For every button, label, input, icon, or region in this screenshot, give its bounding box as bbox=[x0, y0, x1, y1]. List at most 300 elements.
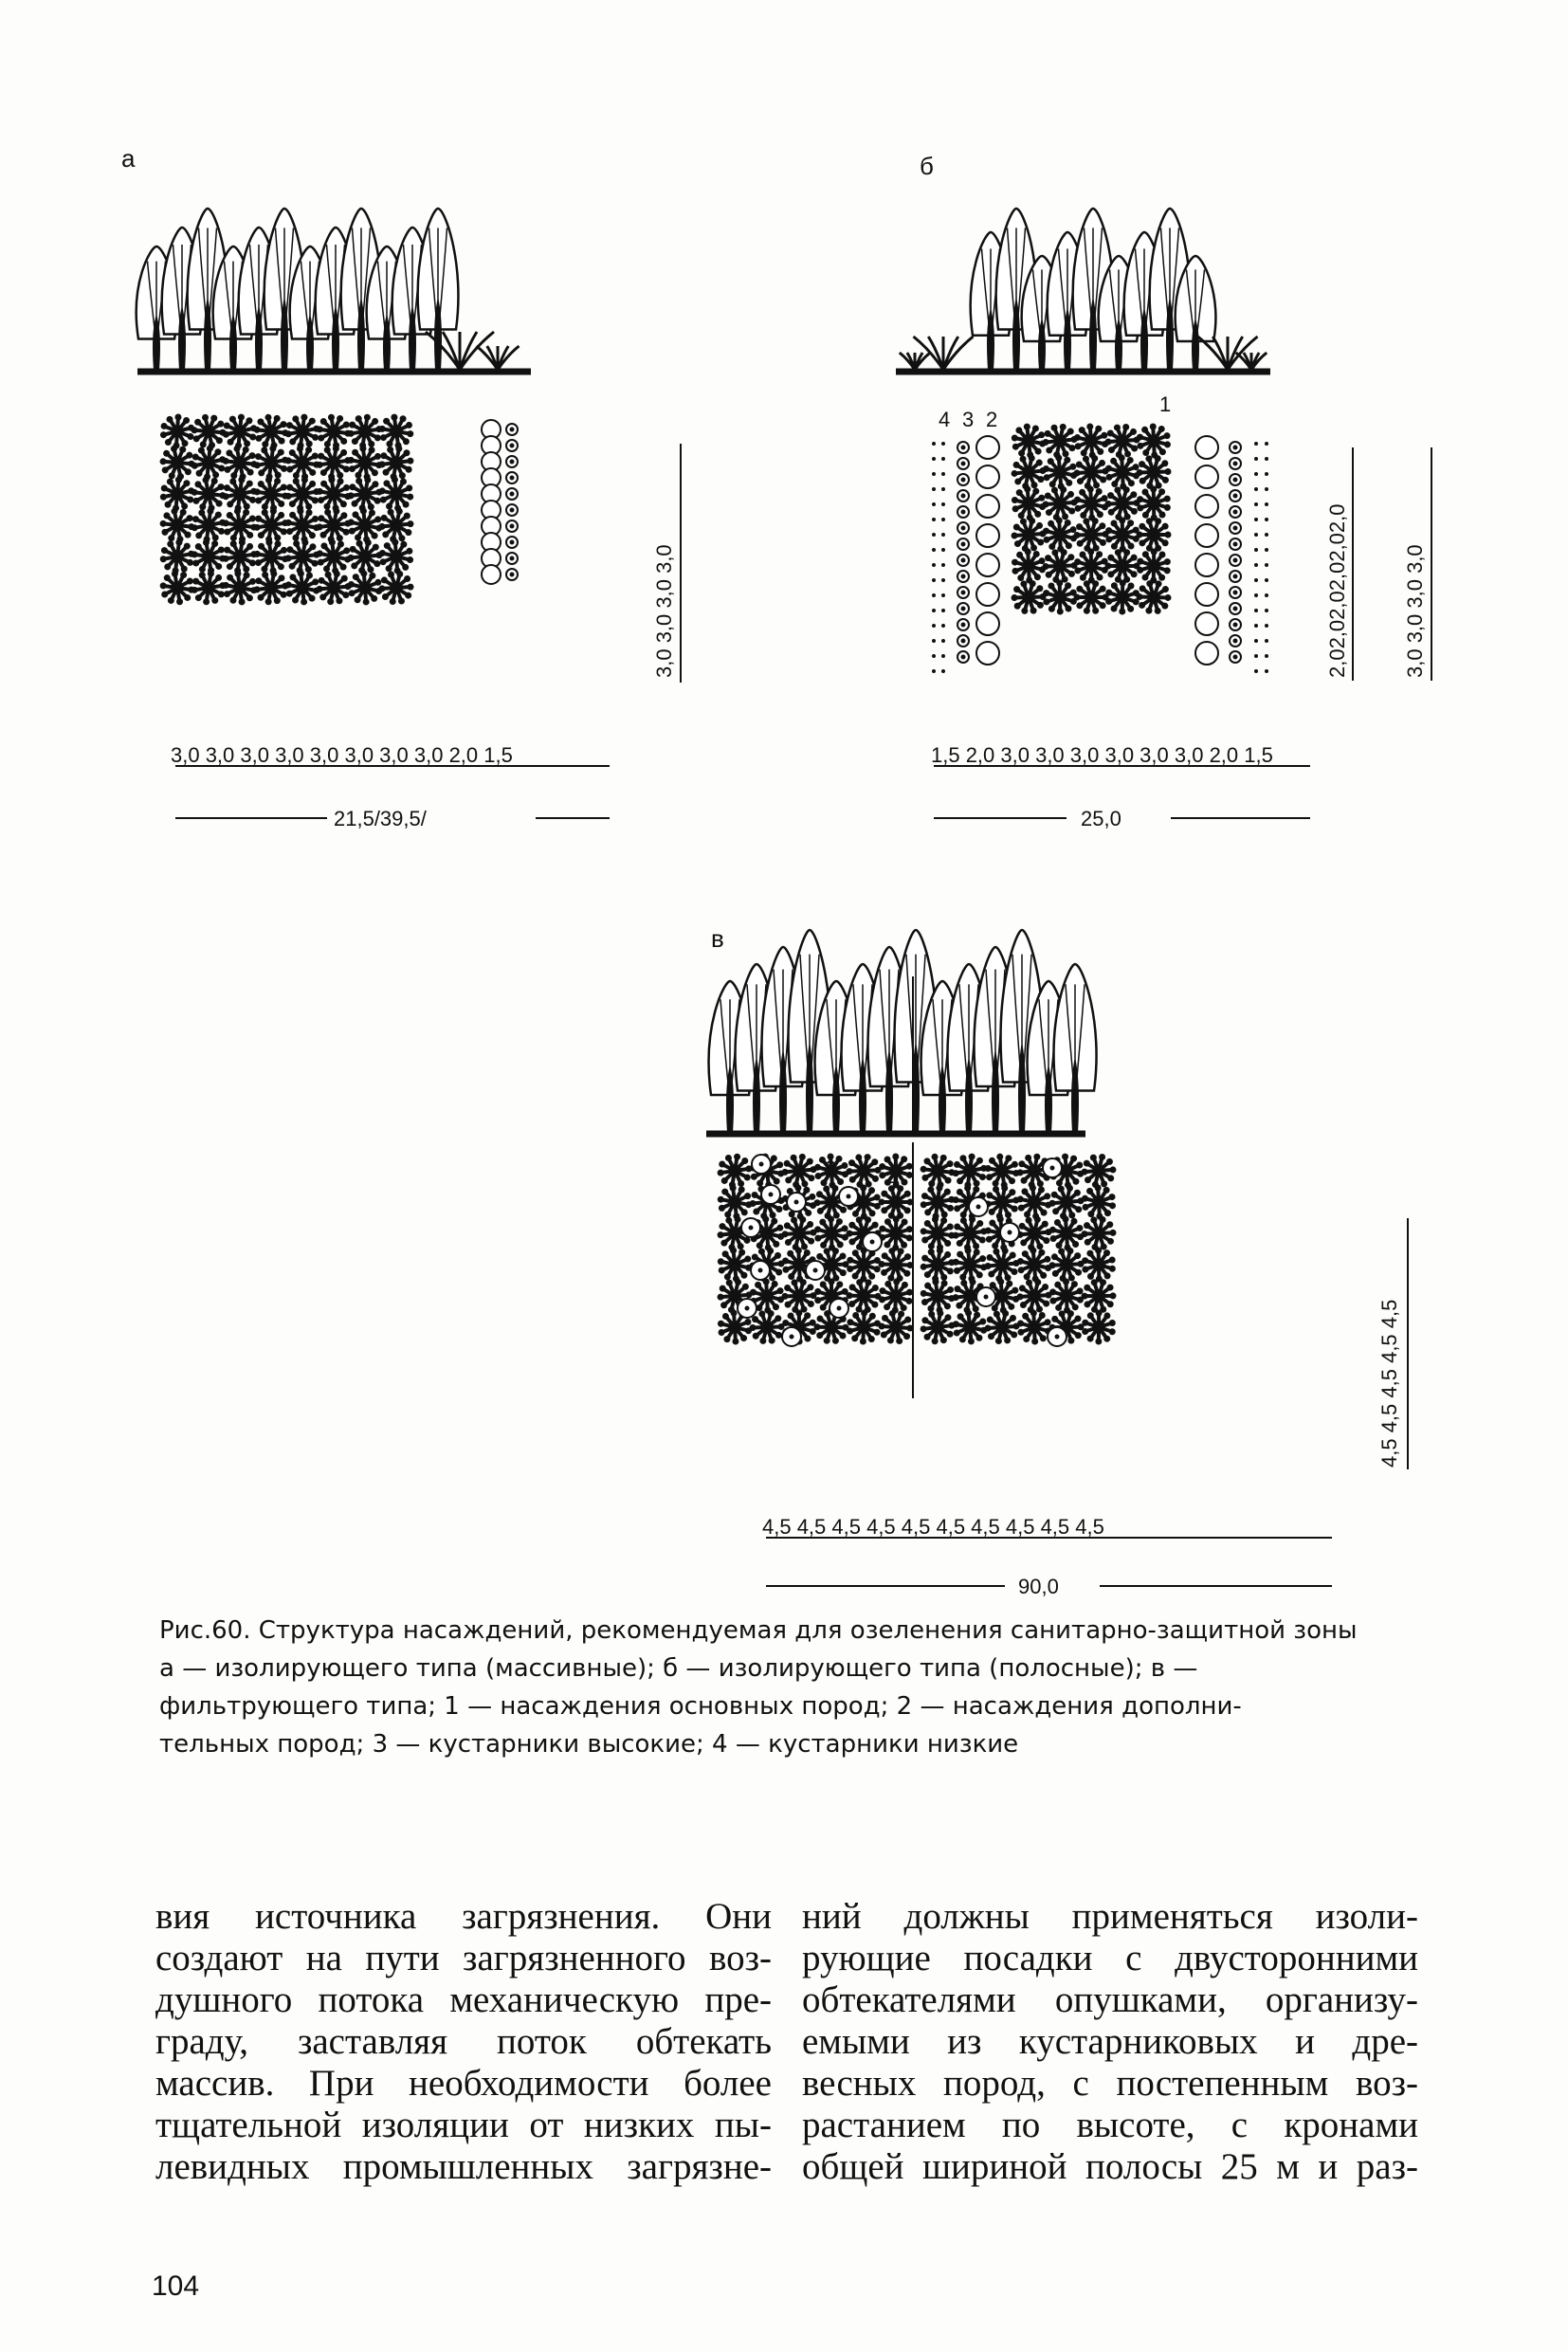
shrub-circle-symbol bbox=[1230, 538, 1241, 550]
panel-c-elevation bbox=[706, 930, 1097, 1134]
tree-crown-symbol bbox=[379, 508, 414, 542]
tree-crown-symbol bbox=[1012, 424, 1046, 459]
tree-crown-symbol bbox=[191, 571, 227, 606]
low-shrub-dot bbox=[941, 563, 945, 567]
tree-crown-symbol bbox=[921, 1154, 956, 1188]
body-line: левидных промышленных загрязне- bbox=[155, 2146, 772, 2187]
panel-b-vertical-dims: 3,0 3,0 3,0 3,0 bbox=[1403, 544, 1427, 678]
tree-crown-symbol bbox=[1105, 549, 1140, 583]
shrub-circle-symbol bbox=[1230, 603, 1241, 614]
tree-crown-symbol bbox=[254, 539, 289, 574]
low-shrub-dot bbox=[932, 639, 936, 643]
tree-crown-symbol bbox=[317, 446, 352, 481]
low-shrub-dot bbox=[1265, 548, 1268, 552]
low-shrub-dot bbox=[932, 654, 936, 658]
low-shrub-dot bbox=[932, 609, 936, 612]
low-shrub-dot bbox=[941, 639, 945, 643]
low-shrub-dot bbox=[941, 518, 945, 521]
shrub-circle-symbol bbox=[1230, 587, 1241, 598]
shrub-circle-symbol bbox=[1195, 554, 1218, 576]
tree-crown-symbol bbox=[879, 1185, 914, 1219]
low-shrub-dot bbox=[932, 578, 936, 582]
low-shrub-dot bbox=[1265, 669, 1268, 673]
shrub-circle-symbol bbox=[806, 1261, 825, 1280]
panel-a-label: а bbox=[121, 144, 136, 173]
tree-crown-symbol bbox=[317, 508, 352, 542]
shrub-circle-symbol bbox=[1195, 612, 1218, 635]
tree-crown-symbol bbox=[1137, 486, 1171, 521]
tree-crown-symbol bbox=[782, 1279, 817, 1313]
tree-crown-symbol bbox=[1137, 580, 1172, 614]
tree-crown-symbol bbox=[782, 1216, 817, 1250]
tree-crown-symbol bbox=[879, 1310, 914, 1344]
tree-crown-symbol bbox=[1017, 1248, 1051, 1283]
shrub-circle-symbol bbox=[976, 436, 999, 459]
tree-crown-symbol bbox=[1043, 580, 1077, 615]
tree-crown-symbol bbox=[223, 446, 258, 480]
caption-line-2: фильтрующего типа; 1 — насаждения основных пород; 2 — насаждения дополни- bbox=[159, 1692, 1242, 1721]
tree-crown-symbol bbox=[1074, 424, 1108, 459]
low-shrub-dot bbox=[1265, 624, 1268, 628]
panel-b-plan bbox=[932, 424, 1268, 673]
tree-crown-symbol bbox=[254, 477, 289, 512]
tree-crown-symbol bbox=[1082, 1185, 1116, 1220]
shrub-circle-symbol bbox=[752, 1155, 771, 1174]
low-shrub-dot bbox=[1265, 609, 1268, 612]
shrub-circle-symbol bbox=[976, 554, 999, 576]
low-shrub-dot bbox=[932, 457, 936, 461]
tree-crown-symbol bbox=[317, 477, 352, 512]
tree-crown-symbol bbox=[921, 1185, 955, 1220]
caption-line-1: а — изолирующего типа (массивные); б — изолирующего типа (полосные); в — bbox=[159, 1654, 1198, 1683]
tree-crown-symbol bbox=[847, 1154, 882, 1188]
panel-a-total: 21,5/39,5/ bbox=[334, 807, 427, 830]
tree-crown-symbol bbox=[285, 571, 319, 606]
tree-crown-symbol bbox=[1082, 1310, 1116, 1345]
low-shrub-dot bbox=[1254, 487, 1258, 491]
low-shrub-dot bbox=[1265, 457, 1268, 461]
panel-a-horizontal-dims: 3,0 3,0 3,0 3,0 3,0 3,0 3,0 3,0 2,0 1,5 bbox=[171, 743, 513, 767]
tree-crown-symbol bbox=[921, 1248, 956, 1283]
shrub-circle-symbol bbox=[1000, 1223, 1019, 1242]
tree-crown-symbol bbox=[1105, 455, 1140, 490]
panel-b-legend-2: 2 bbox=[986, 408, 998, 431]
shrub-circle-symbol bbox=[1230, 619, 1241, 630]
tree-crown-symbol bbox=[1017, 1310, 1051, 1345]
tree-crown-symbol bbox=[379, 446, 414, 480]
shrub-circle-symbol bbox=[1230, 635, 1241, 647]
panel-c-vertical-dimension bbox=[1377, 1218, 1408, 1469]
low-shrub-dot bbox=[941, 548, 945, 552]
tree-crown-symbol bbox=[254, 571, 289, 605]
shrub-circle-symbol bbox=[506, 504, 518, 516]
low-shrub-dot bbox=[941, 593, 945, 597]
tree-crown-symbol bbox=[1074, 486, 1108, 521]
tree-crown-symbol bbox=[317, 571, 352, 605]
low-shrub-dot bbox=[941, 457, 945, 461]
tree-crown-symbol bbox=[921, 1310, 956, 1344]
tree-crown-symbol bbox=[160, 446, 195, 480]
tree-crown-symbol bbox=[1017, 1216, 1052, 1250]
shrub-circle-symbol bbox=[1230, 442, 1241, 453]
low-shrub-dot bbox=[932, 533, 936, 537]
shrub-circle-symbol bbox=[761, 1185, 780, 1204]
panel-c-legend-2: 2 bbox=[825, 1157, 837, 1180]
panel-b-elevation bbox=[896, 209, 1270, 372]
shrub-circle-symbol bbox=[957, 442, 969, 453]
low-shrub-dot bbox=[1265, 593, 1268, 597]
tree-crown-symbol bbox=[285, 414, 319, 449]
tree-crown-symbol bbox=[1137, 424, 1171, 459]
tree-crown-symbol bbox=[191, 539, 227, 574]
low-shrub-dot bbox=[1254, 578, 1258, 582]
tree-crown-symbol bbox=[1082, 1154, 1117, 1188]
tree-crown-symbol bbox=[285, 446, 320, 481]
low-shrub-dot bbox=[932, 548, 936, 552]
shrub-circle-symbol bbox=[1230, 651, 1241, 663]
shrub-circle-symbol bbox=[957, 490, 969, 501]
shrub-circle-symbol bbox=[738, 1299, 757, 1318]
tree-crown-symbol bbox=[1082, 1248, 1116, 1283]
low-shrub-dot bbox=[1265, 578, 1268, 582]
tree-crown-symbol bbox=[985, 1185, 1020, 1220]
tree-crown-symbol bbox=[1043, 424, 1078, 458]
tree-crown-symbol bbox=[223, 414, 257, 449]
tree-crown-symbol bbox=[285, 477, 320, 512]
tree-crown-symbol bbox=[1082, 1279, 1117, 1313]
panel-a-plan bbox=[160, 414, 518, 606]
tree-crown-symbol bbox=[348, 571, 382, 606]
shrub-circle-symbol bbox=[741, 1218, 760, 1237]
shrub-circle-symbol bbox=[1043, 1158, 1062, 1177]
low-shrub-dot bbox=[932, 669, 936, 673]
panel-b-vertical-dimensions bbox=[1325, 447, 1431, 681]
panel-a-drawing bbox=[133, 142, 720, 844]
tree-crown-symbol bbox=[953, 1248, 987, 1283]
low-shrub-dot bbox=[1254, 639, 1258, 643]
tree-crown-symbol bbox=[1137, 518, 1172, 552]
tree-crown-symbol bbox=[1074, 455, 1109, 489]
tree-crown-symbol bbox=[1043, 549, 1078, 583]
shrub-circle-symbol bbox=[506, 456, 518, 467]
shrub-circle-symbol bbox=[1230, 571, 1241, 582]
tree-crown-symbol bbox=[317, 414, 352, 449]
low-shrub-dot bbox=[1265, 502, 1268, 506]
tree-crown-symbol bbox=[160, 539, 194, 574]
tree-crown-symbol bbox=[921, 1216, 956, 1251]
tree-crown-symbol bbox=[879, 1216, 913, 1251]
panel-a-elevation bbox=[137, 209, 531, 372]
tree-crown-symbol bbox=[847, 1279, 882, 1313]
panel-b-legend-1: 1 bbox=[1159, 392, 1172, 416]
low-shrub-dot bbox=[1265, 533, 1268, 537]
low-shrub-dot bbox=[932, 487, 936, 491]
tree-crown-symbol bbox=[1012, 518, 1047, 552]
shrub-circle-symbol bbox=[506, 440, 518, 451]
shrub-circle-symbol bbox=[782, 1327, 801, 1346]
panel-c-vertical-dims: 4,5 4,5 4,5 4,5 4,5 bbox=[1377, 1299, 1401, 1468]
page-number: 104 bbox=[152, 2270, 200, 2302]
tree-crown-symbol bbox=[718, 1248, 752, 1283]
tree-crown-symbol bbox=[379, 539, 413, 574]
shrub-circle-symbol bbox=[976, 1287, 995, 1306]
tree-crown-symbol bbox=[1105, 518, 1140, 553]
low-shrub-dot bbox=[941, 472, 945, 476]
tree-crown-symbol bbox=[1017, 1185, 1051, 1220]
shrub-circle-symbol bbox=[957, 635, 969, 647]
shrub-circle-symbol bbox=[506, 537, 518, 548]
right-column bbox=[802, 1896, 1418, 2188]
tree-crown-symbol bbox=[191, 446, 226, 481]
low-shrub-dot bbox=[1265, 563, 1268, 567]
tree-crown-symbol bbox=[348, 477, 383, 511]
tree-crown-symbol bbox=[160, 477, 194, 512]
shrub-silhouette bbox=[477, 346, 520, 370]
body-line: рующие посадки с двусторонними bbox=[802, 1938, 1418, 1978]
tree-crown-symbol bbox=[191, 414, 227, 448]
tree-crown-symbol bbox=[718, 1154, 753, 1189]
low-shrub-dot bbox=[941, 654, 945, 658]
tree-crown-symbol bbox=[160, 508, 195, 542]
low-shrub-dot bbox=[932, 518, 936, 521]
body-line: общей шириной полосы 25 м и раз- bbox=[802, 2146, 1418, 2187]
tree-crown-symbol bbox=[879, 1279, 913, 1314]
tree-crown-symbol bbox=[985, 1248, 1020, 1282]
shrub-silhouette bbox=[900, 353, 930, 370]
tree-crown-symbol bbox=[879, 1248, 914, 1282]
tree-crown-symbol bbox=[223, 571, 258, 606]
tree-crown-symbol bbox=[348, 446, 383, 481]
low-shrub-dot bbox=[1265, 518, 1268, 521]
low-shrub-dot bbox=[932, 442, 936, 446]
shrub-circle-symbol bbox=[957, 506, 969, 518]
shrub-circle-symbol bbox=[506, 569, 518, 580]
low-shrub-dot bbox=[1265, 639, 1268, 643]
shrub-circle-symbol bbox=[976, 465, 999, 488]
tree-crown-symbol bbox=[985, 1154, 1020, 1189]
tree-crown-symbol bbox=[1137, 455, 1172, 489]
tree-crown-symbol bbox=[1012, 486, 1046, 521]
tree-crown-symbol bbox=[1043, 455, 1077, 490]
shrub-circle-symbol bbox=[482, 565, 501, 584]
shrub-circle-symbol bbox=[506, 472, 518, 483]
tree-crown-symbol bbox=[160, 571, 195, 606]
tree-crown-symbol bbox=[1082, 1216, 1117, 1250]
shrub-circle-symbol bbox=[751, 1261, 770, 1280]
shrub-circle-symbol bbox=[787, 1193, 806, 1212]
shrub-circle-symbol bbox=[976, 524, 999, 547]
panel-c-horizontal-dims: 4,5 4,5 4,5 4,5 4,5 4,5 4,5 4,5 4,5 4,5 bbox=[762, 1515, 1104, 1539]
low-shrub-dot bbox=[941, 502, 945, 506]
tree-crown-symbol bbox=[847, 1248, 881, 1283]
tree-crown-symbol bbox=[921, 1279, 956, 1314]
tree-crown-symbol bbox=[1105, 486, 1140, 520]
tree-crown-symbol bbox=[348, 539, 383, 574]
shrub-circle-symbol bbox=[1230, 555, 1241, 566]
body-line: ний должны применяться изоли- bbox=[802, 1896, 1418, 1937]
shrub-circle-symbol bbox=[957, 458, 969, 469]
shrub-circle-symbol bbox=[957, 651, 969, 663]
panel-c-label: в bbox=[711, 924, 724, 953]
panel-b-drawing bbox=[891, 142, 1479, 844]
tree-crown-symbol bbox=[1074, 518, 1109, 552]
tree-crown-symbol bbox=[1017, 1279, 1052, 1313]
body-line: весных пород, с постепенным воз- bbox=[802, 2063, 1418, 2104]
shrub-circle-symbol bbox=[957, 619, 969, 630]
shrub-circle-symbol bbox=[976, 495, 999, 518]
low-shrub-dot bbox=[1265, 472, 1268, 476]
low-shrub-dot bbox=[1254, 654, 1258, 658]
body-line: обтекателями опушками, организу- bbox=[802, 1979, 1418, 2020]
tree-crown-symbol bbox=[254, 446, 288, 481]
low-shrub-dot bbox=[941, 669, 945, 673]
shrub-circle-symbol bbox=[957, 474, 969, 485]
shrub-circle-symbol bbox=[957, 603, 969, 614]
body-line: создают на пути загрязненного воз- bbox=[155, 1938, 772, 1978]
left-column bbox=[155, 1896, 772, 2188]
shrub-circle-symbol bbox=[1195, 583, 1218, 606]
tree-crown-symbol bbox=[953, 1154, 988, 1189]
tree-crown-symbol bbox=[191, 508, 226, 543]
shrub-circle-symbol bbox=[1048, 1327, 1067, 1346]
low-shrub-dot bbox=[1254, 457, 1258, 461]
tree-crown-symbol bbox=[223, 477, 257, 512]
tree-silhouette bbox=[1054, 964, 1097, 1133]
shrub-circle-symbol bbox=[957, 538, 969, 550]
shrub-circle-symbol bbox=[957, 522, 969, 534]
figure-caption bbox=[159, 1612, 1449, 1763]
tree-crown-symbol bbox=[985, 1310, 1020, 1344]
caption-line-3: тельных пород; 3 — кустарники высокие; 4 — кустарники низкие bbox=[159, 1730, 1019, 1759]
panel-b-total: 25,0 bbox=[1081, 807, 1121, 830]
shrub-circle-symbol bbox=[1195, 495, 1218, 518]
tree-crown-symbol bbox=[317, 539, 351, 574]
panel-c-total: 90,0 bbox=[1018, 1575, 1059, 1598]
body-line: растанием по высоте, с кронами bbox=[802, 2105, 1418, 2145]
low-shrub-dot bbox=[941, 442, 945, 446]
tree-crown-symbol bbox=[847, 1310, 881, 1345]
tree-crown-symbol bbox=[953, 1310, 987, 1345]
panel-c-horizontal-dimension bbox=[762, 1515, 1332, 1600]
tree-crown-symbol bbox=[254, 508, 289, 543]
tree-crown-symbol bbox=[782, 1154, 817, 1188]
panel-b-horizontal-dimension bbox=[931, 743, 1310, 832]
tree-crown-symbol bbox=[348, 414, 383, 449]
low-shrub-dot bbox=[1254, 593, 1258, 597]
shrub-circle-symbol bbox=[1230, 506, 1241, 518]
panel-c-legend-1: 1 bbox=[888, 1164, 901, 1188]
low-shrub-dot bbox=[1254, 669, 1258, 673]
low-shrub-dot bbox=[932, 472, 936, 476]
body-line: душного потока механическую пре- bbox=[155, 1979, 772, 2020]
low-shrub-dot bbox=[932, 502, 936, 506]
tree-crown-symbol bbox=[1012, 549, 1046, 584]
shrub-circle-symbol bbox=[1230, 474, 1241, 485]
tree-crown-symbol bbox=[1043, 486, 1078, 520]
panel-a-vertical-dims: 3,0 3,0 3,0 3,0 bbox=[652, 544, 676, 678]
low-shrub-dot bbox=[941, 533, 945, 537]
tree-crown-symbol bbox=[1105, 580, 1140, 615]
tree-crown-symbol bbox=[1049, 1248, 1085, 1282]
shrub-circle-symbol bbox=[976, 642, 999, 665]
tree-crown-symbol bbox=[1012, 580, 1047, 614]
shrub-circle-symbol bbox=[976, 612, 999, 635]
tree-crown-symbol bbox=[379, 571, 414, 605]
tree-crown-symbol bbox=[1049, 1279, 1084, 1314]
tree-crown-symbol bbox=[254, 414, 289, 448]
shrub-circle-symbol bbox=[957, 571, 969, 582]
tree-crown-symbol bbox=[223, 508, 258, 543]
low-shrub-dot bbox=[941, 578, 945, 582]
tree-crown-symbol bbox=[223, 539, 258, 574]
shrub-circle-symbol bbox=[830, 1299, 848, 1318]
panel-b-legend-3: 3 bbox=[962, 408, 975, 431]
low-shrub-dot bbox=[932, 563, 936, 567]
shrub-circle-symbol bbox=[839, 1187, 858, 1206]
panel-b-horizontal-dims: 1,5 2,0 3,0 3,0 3,0 3,0 3,0 3,0 2,0 1,5 bbox=[931, 743, 1273, 767]
shrub-circle-symbol bbox=[1195, 465, 1218, 488]
tree-silhouette bbox=[418, 209, 459, 370]
shrub-silhouette bbox=[1236, 353, 1267, 370]
low-shrub-dot bbox=[1254, 533, 1258, 537]
low-shrub-dot bbox=[941, 624, 945, 628]
low-shrub-dot bbox=[1265, 487, 1268, 491]
body-line: емыми из кустарниковых и дре- bbox=[802, 2021, 1418, 2062]
panel-c-drawing bbox=[702, 920, 1441, 1602]
panel-b-label: б bbox=[920, 152, 934, 180]
body-line: граду, заставляя поток обтекать bbox=[155, 2021, 772, 2062]
shrub-circle-symbol bbox=[969, 1197, 988, 1216]
tree-crown-symbol bbox=[1074, 580, 1109, 614]
low-shrub-dot bbox=[941, 609, 945, 612]
shrub-circle-symbol bbox=[1230, 458, 1241, 469]
tree-crown-symbol bbox=[1105, 424, 1140, 458]
low-shrub-dot bbox=[1254, 502, 1258, 506]
shrub-circle-symbol bbox=[1230, 522, 1241, 534]
tree-crown-symbol bbox=[1049, 1216, 1084, 1251]
shrub-circle-symbol bbox=[1195, 642, 1218, 665]
shrub-circle-symbol bbox=[506, 520, 518, 532]
low-shrub-dot bbox=[932, 593, 936, 597]
shrub-circle-symbol bbox=[863, 1232, 882, 1251]
panel-b-legend-4: 4 bbox=[939, 408, 951, 431]
body-line: вия источника загрязнения. Они bbox=[155, 1896, 772, 1937]
shrub-circle-symbol bbox=[976, 583, 999, 606]
shrub-circle-symbol bbox=[506, 553, 518, 564]
tree-crown-symbol bbox=[1049, 1185, 1085, 1219]
tree-crown-symbol bbox=[285, 508, 320, 543]
tree-crown-symbol bbox=[1137, 549, 1171, 584]
shrub-circle-symbol bbox=[1230, 490, 1241, 501]
low-shrub-dot bbox=[932, 624, 936, 628]
shrub-circle-symbol bbox=[1195, 524, 1218, 547]
shrub-circle-symbol bbox=[1195, 436, 1218, 459]
panel-c-plan bbox=[718, 1142, 1117, 1398]
tree-crown-symbol bbox=[379, 477, 413, 512]
low-shrub-dot bbox=[1254, 548, 1258, 552]
tree-crown-symbol bbox=[379, 414, 414, 449]
body-text bbox=[155, 1896, 1418, 2188]
panel-a-horizontal-dimension bbox=[171, 743, 610, 832]
panel-b-vertical-dims-left: 2,02,02,02,02,02,0 bbox=[1325, 503, 1349, 678]
tree-crown-symbol bbox=[160, 414, 194, 449]
tree-crown-symbol bbox=[718, 1185, 752, 1220]
low-shrub-dot bbox=[1254, 518, 1258, 521]
low-shrub-dot bbox=[941, 487, 945, 491]
low-shrub-dot bbox=[1254, 472, 1258, 476]
shrub-circle-symbol bbox=[506, 424, 518, 435]
tree-crown-symbol bbox=[1043, 518, 1077, 553]
